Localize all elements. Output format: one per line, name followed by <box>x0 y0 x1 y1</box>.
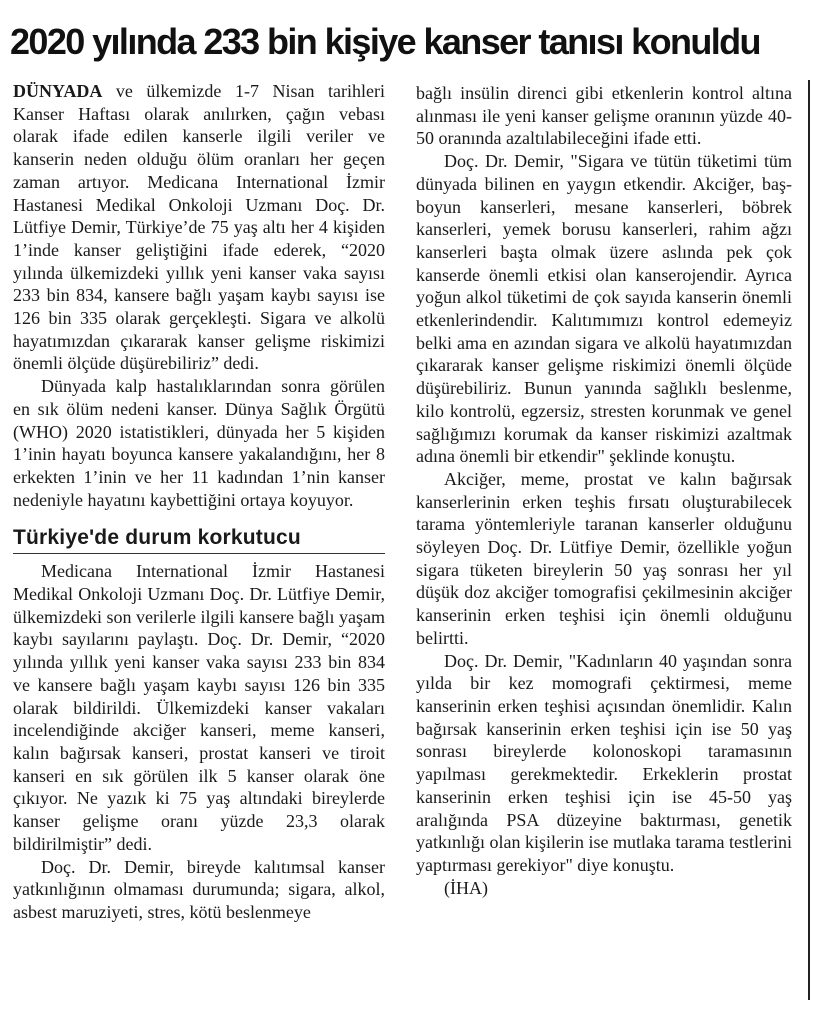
paragraph-intro <box>13 80 385 375</box>
right-column <box>416 82 792 899</box>
lead-word: DÜNYADA <box>13 81 103 101</box>
paragraph-turkey-stats: Medicana International İzmir Hastanesi Medikal Onkoloji Uzmanı Doç. Dr. Lütfiye Demir, ülkemizdeki son verilerle ilgili kansere bağlı yaşam kaybı sayılarını paylaştı. Doç. Dr. Demir, “2020 yılında yıllık yeni kanser vaka sayısı 233 bin 834 ve kansere bağlı yaşam kaybı sayısı 126 bin 335 olarak bildirildi. Ülkemizdeki kanser vakaları incelendiğinde akciğer kanseri, meme kanseri, kalın bağırsak kanseri, prostat kanseri ve tiroit kanseri en sık görülen ilk 5 kanser olarak öne çıkıyor. Ne yazık ki 75 yaş altındaki bireylerde kanser gelişme oranı yüzde 23,3 olarak bildirilmiştir” dedi. <box>13 561 385 854</box>
headline: 2020 yılında 233 bin kişiye kanser tanısı konuldu <box>10 21 760 62</box>
paragraph-risk-factors: Doç. Dr. Demir, bireyde kalıtımsal kanser yatkınlığının olmaması durumunda; sigara, alkol, asbest maruziyeti, stres, kötü beslenmeye <box>13 856 385 922</box>
paragraph-early-diagnosis: Doç. Dr. Demir, "Kadınların 40 yaşından sonra yılda bir kez momografi çektirmesi, meme kanserinin erken teşhisi açısından önemlidir. Kalın bağırsak kanserinin erken teşhisi için ise 50 yaş sonrası bireylerde kolonoskopi taramasının yapılması gerekmektedir. Erkeklerin prostat kanserinin erken teşhisi için ise 45-50 yaş aralığında PSA düzeyine baktırması, genetik yatkınlığı olan kişilerin ise mutlaka tarama testlerini yaptırması gerekiyor" diye konuştu. <box>416 650 792 875</box>
paragraph-smoking: Doç. Dr. Demir, "Sigara ve tütün tüketimi tüm dünyada bilinen en yaygın etkendir. Akciğer, baş-boyun kanserleri, mesane kanserleri, böbrek kanserleri, yemek borusu kanserleri, rahim ağzı kanserleri başta olmak üzere aslında pek çok kanserde önemli etkisi olan kanserojendir. Ayrıca yoğun alkol tüketimi de çok sayıda kanserin önemli etkenlerindendir. Kalıtımımızı kontrol edemeyiz belki ama en azından sigara ve alkolü hayatımızdan çıkararak kanser gelişme riskimizi önemli ölçüde düşürebiliriz. Bunun yanında sağlıklı beslenme, kilo kontrolü, egzersiz, stresten korunmak ve genel sağlığımızı korumak da kanser riskimizi azaltmak adına önemli bir etkendir" şeklinde konuştu. <box>416 151 792 467</box>
paragraph-continuation: bağlı insülin direnci gibi etkenlerin kontrol altına alınması ile yeni kanser gelişme oranının yüzde 40-50 oranında azaltılabileceğini ifade etti. <box>416 83 792 149</box>
source-credit: (İHA) <box>444 877 488 898</box>
paragraph-intro-text: ve ülkemizde 1-7 Nisan tarihleri Kanser Haftası olarak anılırken, çağın vebası olarak ifade edilen kanserle ilgili veriler ve kanserin neden olduğu ölüm oranları her geçen zaman artıyor. Medicana International İzmir Hastanesi Medikal Onkoloji Uzmanı Doç. Dr. Lütfiye Demir, Türkiye’de 75 yaş altı her 4 kişiden 1’inde kanser geliştiğini ifade ederek, “2020 yılında ülkemizdeki yıllık yeni kanser vaka sayısı 233 bin 834, kansere bağlı yaşam kaybı sayısı ise 126 bin 335 olarak gerçekleşti. Sigara ve alkolü hayatımızdan çıkararak kanser gelişme riskimizi önemli ölçüde düşürebiliriz” dedi. <box>13 81 385 374</box>
paragraph-who-stats: Dünyada kalp hastalıklarından sonra görülen en sık ölüm nedeni kanser. Dünya Sağlık Örgütü (WHO) 2020 istatistikleri, dünyada her 5 kişiden 1’inin hayatı boyunca kansere yakalandığını, her 8 erkekten 1’inin ve her 11 kadından 1’nin kanser nedeniyle hayatını kaybettiğini ortaya koyuyor. <box>13 376 385 510</box>
subheading: Türkiye'de durum korkutucu <box>13 525 385 554</box>
left-column <box>13 80 385 924</box>
column-rule <box>808 80 810 1000</box>
paragraph-screening: Akciğer, meme, prostat ve kalın bağırsak kanserlerinin erken teşhis fırsatı oluşturabilecek tarama yöntemleriyle taranan kanserler olduğunu söyleyen Doç. Dr. Lütfiye Demir, özellikle yoğun sigara tüketen bireylerin 50 yaş sonrası her yıl düşük doz akciğer tomografisi çekilmesinin akciğer kanserinin erken teşhisi için önemli olduğunu belirtti. <box>416 468 792 648</box>
